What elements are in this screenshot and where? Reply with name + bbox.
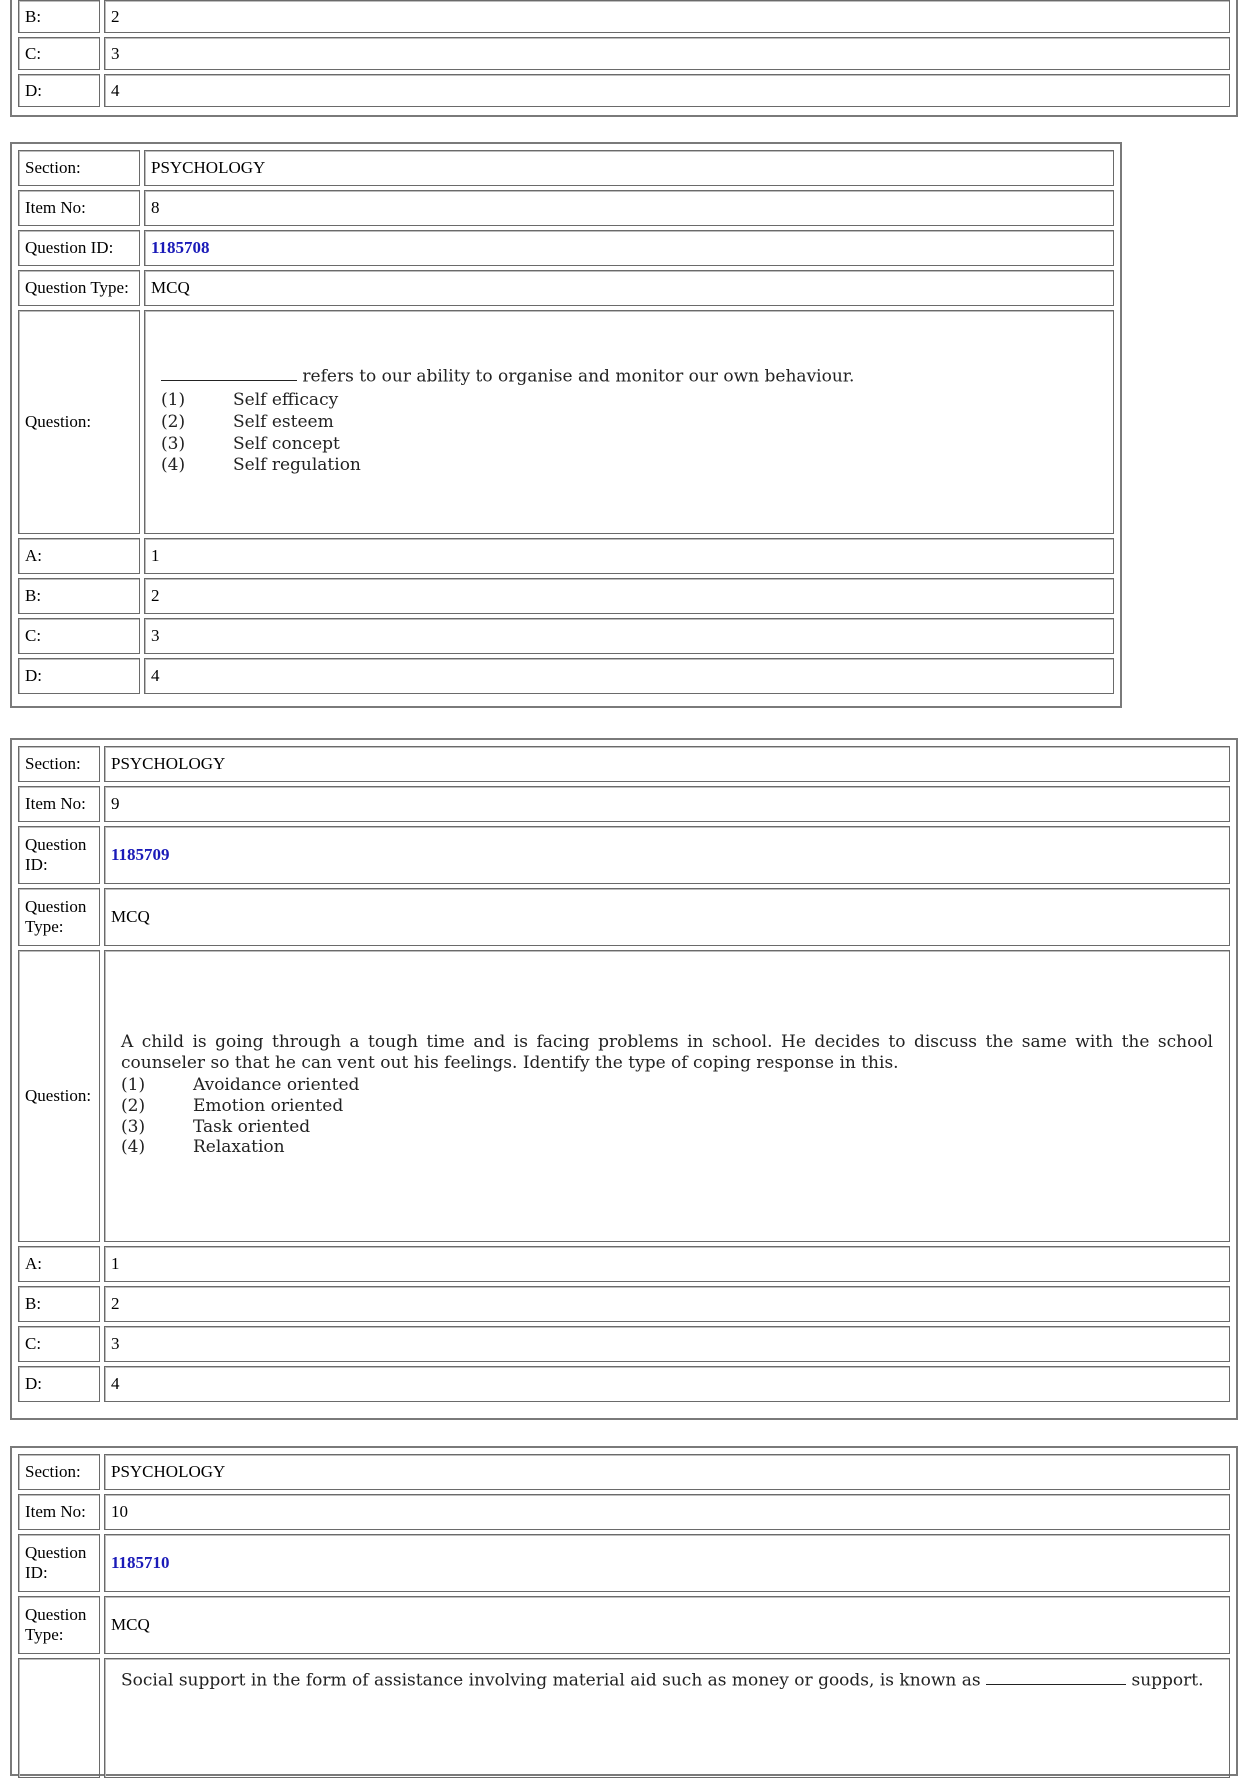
question-id-value: 1185708	[144, 230, 1114, 266]
section-row	[18, 150, 1114, 186]
answer-row-c	[18, 618, 1114, 654]
question-id-label: Question ID:	[18, 230, 140, 266]
stem-text-part2: support.	[1131, 1670, 1204, 1691]
option-text: Self efficacy	[233, 390, 339, 411]
question-row	[18, 950, 1230, 1242]
answer-row-a	[18, 538, 1114, 574]
item-no-value: 8	[144, 190, 1114, 226]
answer-row-c	[18, 1326, 1230, 1362]
option-number: (2)	[161, 411, 186, 432]
question-type-value: MCQ	[104, 1596, 1230, 1654]
answer-label: A:	[18, 1246, 100, 1282]
question-stem	[161, 365, 1097, 388]
question-type-row	[18, 888, 1230, 946]
question-stem: A child is going through a tough time and is facing problems in school. He decides to discuss the same with the school counseler so that he can vent out his feelings. Identify the type of coping response in this.	[121, 1031, 1213, 1073]
answer-label: B:	[18, 578, 140, 614]
question-row	[18, 310, 1114, 534]
item-no-label: Item No:	[18, 1494, 100, 1530]
answer-label: C:	[18, 1326, 100, 1362]
answer-label: D:	[18, 658, 140, 694]
option-number: (3)	[121, 1116, 146, 1137]
question-id-row	[18, 826, 1230, 884]
question-type-value: MCQ	[144, 270, 1114, 306]
answer-label: B:	[18, 1286, 100, 1322]
answer-row-d	[18, 74, 1230, 107]
question-block-10	[10, 1446, 1238, 1776]
question-label	[18, 1658, 100, 1778]
item-no-label: Item No:	[18, 190, 140, 226]
section-row	[18, 746, 1230, 782]
question-text	[144, 310, 1114, 534]
answer-label: C:	[18, 618, 140, 654]
option-1	[121, 1075, 1213, 1096]
question-type-value: MCQ	[104, 888, 1230, 946]
answer-label: A:	[18, 538, 140, 574]
row-label: C:	[18, 37, 100, 70]
option-3	[121, 1117, 1213, 1138]
option-number: (4)	[121, 1137, 146, 1158]
question-id-label: Question ID:	[18, 826, 100, 884]
answer-value: 2	[104, 1286, 1230, 1322]
answer-value: 1	[104, 1246, 1230, 1282]
answer-value: 2	[144, 578, 1114, 614]
option-4	[121, 1137, 1213, 1158]
question-id-value: 1185709	[104, 826, 1230, 884]
answer-value: 3	[104, 1326, 1230, 1362]
item-no-label: Item No:	[18, 786, 100, 822]
answer-row-b	[18, 0, 1230, 33]
question-type-row	[18, 1596, 1230, 1654]
question-id-row	[18, 230, 1114, 266]
section-value: PSYCHOLOGY	[104, 1454, 1230, 1490]
question-type-label: Question Type:	[18, 888, 100, 946]
question-block-7-partial	[10, 0, 1238, 117]
question-id-label: Question ID:	[18, 1534, 100, 1592]
answer-value: 4	[104, 1366, 1230, 1402]
option-number: (4)	[161, 455, 186, 476]
row-label: B:	[18, 0, 100, 33]
option-number: (1)	[161, 390, 186, 411]
section-label: Section:	[18, 1454, 100, 1490]
answer-value: 4	[144, 658, 1114, 694]
answer-row-d	[18, 658, 1114, 694]
answer-row-b	[18, 578, 1114, 614]
option-3	[161, 434, 1097, 456]
fill-blank	[161, 365, 297, 381]
stem-text-part1: Social support in the form of assistance involving material aid such as money or goods, is known as	[121, 1670, 981, 1691]
item-no-row	[18, 1494, 1230, 1530]
option-text: Task oriented	[193, 1116, 311, 1137]
question-stem	[121, 1669, 1213, 1691]
question-label: Question:	[18, 950, 100, 1242]
answer-value: 1	[144, 538, 1114, 574]
row-value: 3	[104, 37, 1230, 70]
item-no-row	[18, 786, 1230, 822]
option-number: (3)	[161, 433, 186, 454]
section-label: Section:	[18, 746, 100, 782]
question-block-8	[10, 142, 1122, 708]
option-2	[161, 412, 1097, 434]
answer-row-c	[18, 37, 1230, 70]
question-block-9	[10, 738, 1238, 1420]
question-text	[104, 1658, 1230, 1778]
item-no-value: 9	[104, 786, 1230, 822]
option-text: Relaxation	[193, 1137, 285, 1158]
answer-row-d	[18, 1366, 1230, 1402]
option-number: (1)	[121, 1075, 146, 1096]
answer-label: D:	[18, 1366, 100, 1402]
section-value: PSYCHOLOGY	[144, 150, 1114, 186]
question-id-value: 1185710	[104, 1534, 1230, 1592]
question-type-label: Question Type:	[18, 270, 140, 306]
answer-row-b	[18, 1286, 1230, 1322]
stem-text: refers to our ability to organise and monitor our own behaviour.	[302, 366, 855, 387]
option-4	[161, 455, 1097, 477]
answer-value: 3	[144, 618, 1114, 654]
answer-row-a	[18, 1246, 1230, 1282]
option-1	[161, 390, 1097, 412]
option-text: Emotion oriented	[193, 1096, 344, 1116]
option-2	[121, 1096, 1213, 1117]
row-value: 4	[104, 74, 1230, 107]
item-no-value: 10	[104, 1494, 1230, 1530]
option-text: Self concept	[233, 433, 340, 454]
section-row	[18, 1454, 1230, 1490]
question-label: Question:	[18, 310, 140, 534]
option-number: (2)	[121, 1096, 146, 1116]
row-label: D:	[18, 74, 100, 107]
question-type-row	[18, 270, 1114, 306]
item-no-row	[18, 190, 1114, 226]
option-text: Self regulation	[233, 455, 361, 476]
question-id-row	[18, 1534, 1230, 1592]
section-label: Section:	[18, 150, 140, 186]
option-text: Avoidance oriented	[193, 1075, 360, 1096]
option-text: Self esteem	[233, 411, 334, 432]
section-value: PSYCHOLOGY	[104, 746, 1230, 782]
question-text	[104, 950, 1230, 1242]
question-type-label: Question Type:	[18, 1596, 100, 1654]
row-value: 2	[104, 0, 1230, 33]
question-row	[18, 1658, 1230, 1778]
fill-blank	[986, 1669, 1126, 1685]
